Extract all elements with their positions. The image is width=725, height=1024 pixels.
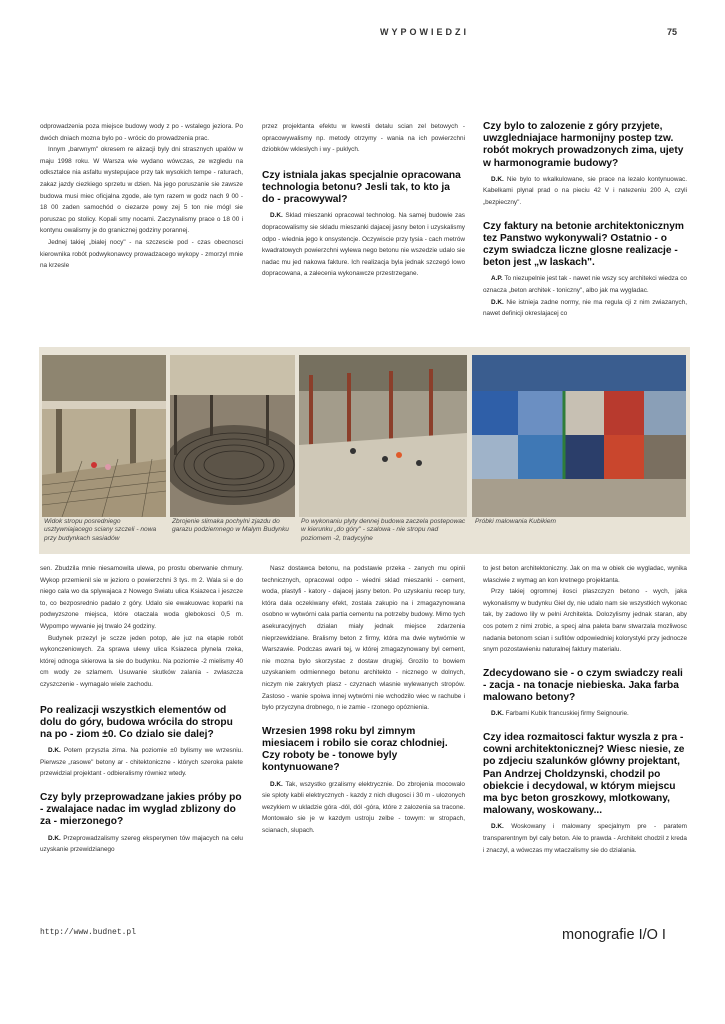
question-heading: Czy faktury na betonie architektonicznym tez Panstwo wykonywali? Ostatnio - o czym swiadcza liczne glosne realizacje - beton jest „w laskach". [483, 220, 684, 269]
answer-text: Sklad mieszanki opracowal technolog. Na samej budowie zas dopracowalismy sie skladu mieszanki dajacej jasny beton i uzyskalismy odpo - wiednia jego k onsystencje. Oczywiscie przy tysia - cach metrów kwadratowych powierzchni wylewa nego betonu nie wszedzie udalo sie nadac mu jed nakowa fakture. Ich realizacja byla jednak szczegó lowo dopracowana, a zalecenia wykonawcze przestrzegane. [262, 212, 465, 278]
column-3-bottom [483, 563, 687, 856]
header-section-title: WYPOWIEDZI [380, 27, 469, 37]
question-heading: Czy idea rozmaitosci faktur wyszla z pra - cowni architektonicznej? Wiesc niesie, ze po zdjeciu szalunków glówny projektant, Pan Andrzej Choldzynski, chodzil po obiekcie i decydowal, w którym miejscu ma byc beton groszkowy, mlotkowany, malowany, woskowany... [483, 731, 685, 817]
paragraph: przez projektanta efektu w kwestii detalu scian zel betowych - opracowywalismy np. metody otrzymy - wania na ich powierzchni dziobków wkleslych i wy - puklych. [262, 123, 465, 154]
speaker-initials: A.P. [491, 275, 503, 283]
question-heading: Czy bylo to zalozenie z góry przyjete, uwzgledniajace harmonijny postep tzw. robót mokrych prowadzonych zima, ujety w harmonogramie budowy? [483, 121, 684, 169]
footer-brand-logo: monografie I/O I [562, 927, 666, 943]
speaker-initials: D.K. [270, 780, 283, 788]
page-number: 75 [667, 27, 678, 37]
speaker-initials: D.K. [48, 834, 61, 842]
paragraph: odprowadzenia poza miejsce budowy wody z po - wstalego jeziora. Po dwóch dniach mozna bylo po - wrócic do prowadzenia prac. [40, 123, 243, 142]
speaker-initials: D.K. [491, 298, 504, 306]
speaker-initials: D.K. [270, 212, 283, 220]
paragraph: to jest beton architektoniczny. Jak on ma w obiek cie wygladac, wynika wlasciwie z wymag an kon kretnego projektanta. [483, 565, 687, 584]
question-heading: Po realizacji wszystkich elementów od dolu do góry, budowa wrócila do stropu na po - ziom ±0. Co dzialo sie dalej? [40, 704, 233, 740]
answer-text: Nie bylo to wkalkulowane, sie prace na lezalo kontynuowac. Kabelkami plynal prad o na pieciu 42 V i natezeniu 200 A, czyli „bezpieczny". [483, 175, 687, 206]
paragraph: Nasz dostawca betonu, na podstawie przeka - zanych mu opinii technicznych, opracowal odpo - wiedni sklad mieszanki - cement, woda, plastyfi - katory - dajacej jasny beton. Po uzyskaniu recep tury, która dala oczekiwany efekt, zostala zakupio na i zmagazynowana osobno w wytwórni cala partia cementu na potrzeby budowy. Mimo tych asekuracyjnych dzialan mialy jednak miejsce zdarzenia nieprzewidziane. Bralismy beton z firmy, która ma dwie wytwórnie w Warszawie. Podczas awarii tej, w której zmagazynowany byl cement, nie mozna bylo skorzystac z dostaw drugiej. Grozilo to bowiem uzyskaniem odmiennego betonu architekto - nicznego w dolnych, niczym nie zakrytych plasz - czyznach wlasnie wylewanych stropów. Zastoso - wanie spoiwa innej wytwórni nie wchodzilo wiec w rachube i bylo przyczyna drobnego, n ie zamie - rzonego opóznienia. [262, 565, 465, 712]
speaker-initials: D.K. [491, 175, 504, 183]
column-2-bottom [262, 563, 465, 837]
photo-slab-workers [299, 355, 467, 517]
answer-text: Przeprowadzalismy szereg eksperymen tów majacych na celu uzyskanie przewidzianego [40, 834, 243, 854]
answer-text: Woskowany i malowany specjalnym pre - paratem transparentnym byl caly beton. Ale to prawda - Architekt chodzil z kreda i znaczyl, a wówczas my wtaczalismy sie do dzialania. [483, 823, 688, 854]
photo-floor-slab [42, 355, 166, 517]
answer-text: Tak, wszystko grzalismy elektrycznie. Do zbrojenia mocowalo sie sploty kabli elektrycznych - kazdy z nich dlugosci i 30 m - ulozonych wezykiem w ukladzie góra -dól, dól -góra, które z zalozenia sa tracone. Montowalo sie je w kazdym ustroju zelbe - towym: w stropach, scianach, slupach. [262, 780, 465, 834]
paragraph: sen. Zbudzila mnie niesamowita ulewa, po prostu oberwanie chmury. Wykop przemienil sie w jezioro o powierzchni 3 tys. m 2. Wala si e do niego cala wo da splywajaca z Nowego Swiatu ulica Ksiazeca i jeszcze to, co bezposrednio padalo z góry. Udalo sie ewakuowac koparki na podwyzszone miejsca, które otaczala woda glebokosci 0,5 m. Wypompo wywanie jej trwalo 24 godziny. [40, 565, 243, 630]
photo-caption: Po wykonaniu plyty dennej budowa zaczela postepowac w kierunku „do góry" - szalowa - nie stropu nad poziomem -2, tradycyjne [301, 518, 466, 542]
paragraph: Przy takiej ogromnej ilosci plaszczyzn betono - wych, jaka wykonalismy w budynku Giel dy, nie udalo nam sie wszystkich wykonac tak, by zadowo lily w pelni Architekta. Dolozylismy jednak staran, aby cos potem z nimi zrobic, a specj alna paleta barw stwarzala mozliwosc nadania betonom scian i sufitów odpowiedniej kolorystyki przy jednocze snym pozostawieniu naturalnej faktury materialu. [483, 588, 687, 654]
answer-text: Potem przyszla zima. Na poziomie ±0 bylismy we wrzesniu. Pierwsze „rasowe" betony ar - chitektoniczne - których szeroka palete przewidzial projektant - odbieralismy równiez wtedy. [40, 747, 243, 778]
question-heading: Czy istniala jakas specjalnie opracowana technologia betonu? Jesli tak, to kto ja do - pracowywal? [262, 169, 461, 206]
photo-strip [39, 347, 690, 554]
answer-text: To niezupelnie jest tak - nawet nie wszy scy architekci wiedza co oznacza „beton architek - toniczny", albo jak ma wygladac. [483, 275, 687, 294]
photo-caption: Zbrojenie slimaka pochylni zjazdu do garazu podziemnego w Malym Budynku [172, 518, 289, 534]
answer-text: Nie istnieja zadne normy, nie ma regula cji z nim zwiazanych, nawet definicji okreslajacej co [483, 298, 687, 318]
question-heading: Wrzesien 1998 roku byl zimnym miesiacem i robilo sie coraz chlodniej. Czy roboty be - tonowe byly kontynuowane? [262, 725, 448, 774]
speaker-initials: D.K. [491, 710, 504, 718]
column-1-top [40, 121, 243, 272]
column-3-top [483, 121, 687, 320]
photo-caption: Próbki malowania Kubikiem [475, 518, 556, 525]
footer-url[interactable]: http://www.budnet.pl [40, 928, 137, 937]
question-heading: Czy byly przeprowadzane jakies próby po - zwalajace nadac im wyglad zblizony do za - mierzonego? [40, 791, 242, 828]
paragraph: Jednej takiej „bialej nocy" - na szczescie pod - czas obecnosci kierownika robót podwykonawcy prowadzacego wykopy - zmorzyl mnie na krzesle [40, 238, 243, 270]
paragraph: Budynek przezyl je sczze jeden potop, ale juz na etapie robót wykonczeniowych. Za sprawa ulewy ulica Ksiazeca plynela rzeka, której odnoga skierowa la sie do budynku. Na poziomie -2 mielismy 40 cm wody ze szlamem. Usuwanie skutków zalania - zwlaszcza czyszczenie - wymagalo wiele zachodu. [40, 634, 243, 688]
photo-ramp-rebar [170, 355, 295, 517]
photo-paint-samples [472, 355, 686, 517]
speaker-initials: D.K. [491, 823, 504, 831]
column-1-bottom [40, 563, 243, 856]
answer-text: Farbami Kubik francuskiej firmy Seignourie. [505, 710, 629, 718]
paragraph: Innym „barwnym" okresem re alizacji byly dni strasznych upalów w maju 1998 roku. W Warsza wie wydano wówczas, ze wzgledu na odksztalce nia asfaltu wystepujace przy tak wysokich tempe - raturach, zakaz jazdy ciezkiego sprzetu w dzien. Na jego poruszanie sie zawsze budowa musi miec oficjalna zgode, ale tym razem w godz nach 9 00 - 18 00 zaden samochód o ciezarze powy zej 5 ton nie mógl sie poruszac po stolicy. Kopali smy nocami. Zaczynalismy prace o 18 00 i kontynu owalismy je do granicznej godziny porannej. [40, 146, 243, 235]
speaker-initials: D.K. [48, 747, 61, 755]
photo-caption: Widok stropu posredniego usztywniajacego sciany szczeli - nowa przy budynkach sasiadów [44, 518, 157, 542]
question-heading: Zdecydowano sie - o czym swiadczy reali - zacja - na tonacje niebieska. Jaka farba malowano betony? [483, 667, 683, 704]
column-2-top [262, 121, 465, 280]
